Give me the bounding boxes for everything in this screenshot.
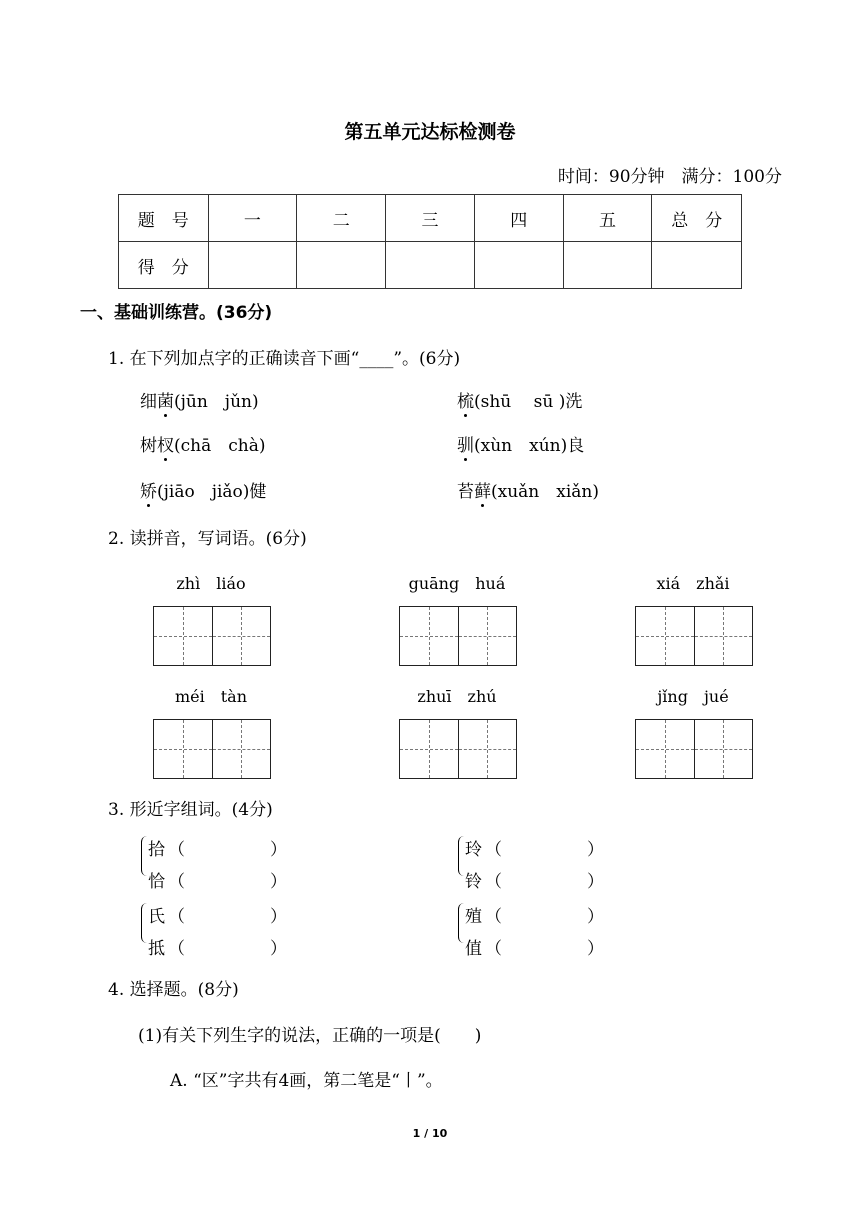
q1-pre: 细 bbox=[140, 392, 157, 412]
q1-prompt: 1. 在下列加点字的正确读音下画“____”。(6分) bbox=[108, 349, 461, 369]
q3-char: 铃 bbox=[465, 872, 482, 892]
q2-pinyin: zhuī zhú bbox=[417, 687, 497, 706]
score-header-cell: 总 分 bbox=[652, 195, 742, 242]
q3-char: 拾 bbox=[148, 840, 165, 860]
score-header-cell: 五 bbox=[563, 195, 652, 242]
q1-item bbox=[457, 431, 584, 456]
q3-prompt: 3. 形近字组词。(4分) bbox=[108, 800, 273, 820]
score-blank-cell[interactable] bbox=[208, 242, 297, 289]
brace bbox=[458, 836, 465, 876]
score-header-cell: 一 bbox=[208, 195, 297, 242]
score-header-cell: 题 号 bbox=[119, 195, 209, 242]
writing-grid[interactable] bbox=[635, 606, 753, 666]
brace bbox=[141, 903, 148, 943]
score-blank-cell[interactable] bbox=[297, 242, 386, 289]
score-blank-cell[interactable] bbox=[474, 242, 563, 289]
q1-item bbox=[140, 387, 259, 412]
q3-blank[interactable]: （ ） bbox=[168, 907, 287, 927]
q1-item bbox=[457, 477, 599, 502]
writing-grid[interactable] bbox=[399, 719, 517, 779]
q1-reading: (xùn xún)良 bbox=[474, 436, 585, 456]
q3-char: 值 bbox=[465, 939, 482, 959]
writing-grid[interactable] bbox=[635, 719, 753, 779]
q3-char: 抵 bbox=[148, 939, 165, 959]
writing-grid[interactable] bbox=[399, 606, 517, 666]
q1-dotted-char: 菌 bbox=[157, 392, 174, 412]
score-blank-cell[interactable] bbox=[563, 242, 652, 289]
q3-blank[interactable]: （ ） bbox=[168, 872, 287, 892]
score-header-cell: 二 bbox=[297, 195, 386, 242]
score-header-row bbox=[119, 195, 742, 242]
q1-pre: 苔 bbox=[457, 482, 474, 502]
score-header-cell: 三 bbox=[386, 195, 475, 242]
q3-char: 玲 bbox=[465, 840, 482, 860]
q4-prompt: 4. 选择题。(8分) bbox=[108, 980, 239, 1000]
q1-dotted-char: 杈 bbox=[157, 436, 174, 456]
q1-reading: (xuǎn xiǎn) bbox=[491, 482, 599, 502]
q1-reading: (shū sū )洗 bbox=[474, 392, 583, 412]
q3-blank[interactable]: （ ） bbox=[168, 840, 287, 860]
q3-char: 殖 bbox=[465, 907, 482, 927]
q2-pinyin: méi tàn bbox=[174, 687, 248, 706]
q4-sub1: (1)有关下列生字的说法，正确的一项是( ) bbox=[138, 1026, 482, 1046]
section-1-heading: 一、基础训练营。(36分) bbox=[80, 303, 273, 323]
brace bbox=[141, 836, 148, 876]
q1-dotted-char: 矫 bbox=[140, 482, 157, 502]
q1-dotted-char: 驯 bbox=[457, 436, 474, 456]
q3-blank[interactable]: （ ） bbox=[168, 939, 287, 959]
time-info: 时间：90分钟 满分：100分 bbox=[557, 167, 782, 187]
q2-pinyin: zhì liáo bbox=[176, 574, 246, 593]
q2-prompt: 2. 读拼音，写词语。(6分) bbox=[108, 529, 307, 549]
page-number: 1 / 10 bbox=[412, 1127, 448, 1140]
q2-pinyin: xiá zhǎi bbox=[656, 574, 730, 593]
q1-reading: (jūn jǔn) bbox=[174, 392, 259, 412]
q1-item bbox=[140, 477, 266, 502]
score-blank-cell[interactable] bbox=[652, 242, 742, 289]
q1-dotted-char: 梳 bbox=[457, 392, 474, 412]
score-blank-cell[interactable] bbox=[386, 242, 475, 289]
score-header-cell: 四 bbox=[474, 195, 563, 242]
q1-item bbox=[140, 431, 265, 456]
q3-char: 氏 bbox=[148, 907, 165, 927]
q3-blank[interactable]: （ ） bbox=[485, 872, 604, 892]
q2-pinyin: jǐng jué bbox=[657, 687, 729, 706]
q1-reading: (jiāo jiǎo)健 bbox=[157, 482, 267, 502]
writing-grid[interactable] bbox=[153, 606, 271, 666]
q1-pre: 树 bbox=[140, 436, 157, 456]
q3-blank[interactable]: （ ） bbox=[485, 840, 604, 860]
q1-dotted-char: 藓 bbox=[474, 482, 491, 502]
q4-option-a[interactable]: A. “区”字共有4画，第二笔是“丨”。 bbox=[170, 1071, 443, 1091]
q3-char: 恰 bbox=[148, 872, 165, 892]
q1-item bbox=[457, 387, 582, 412]
page-title: 第五单元达标检测卷 bbox=[344, 121, 516, 143]
q1-reading: (chā chà) bbox=[174, 436, 266, 456]
score-table bbox=[118, 194, 742, 289]
score-value-row bbox=[119, 242, 742, 289]
writing-grid[interactable] bbox=[153, 719, 271, 779]
q2-pinyin: guāng huá bbox=[408, 574, 506, 593]
q3-blank[interactable]: （ ） bbox=[485, 939, 604, 959]
q3-blank[interactable]: （ ） bbox=[485, 907, 604, 927]
brace bbox=[458, 903, 465, 943]
score-label-cell: 得 分 bbox=[119, 242, 209, 289]
